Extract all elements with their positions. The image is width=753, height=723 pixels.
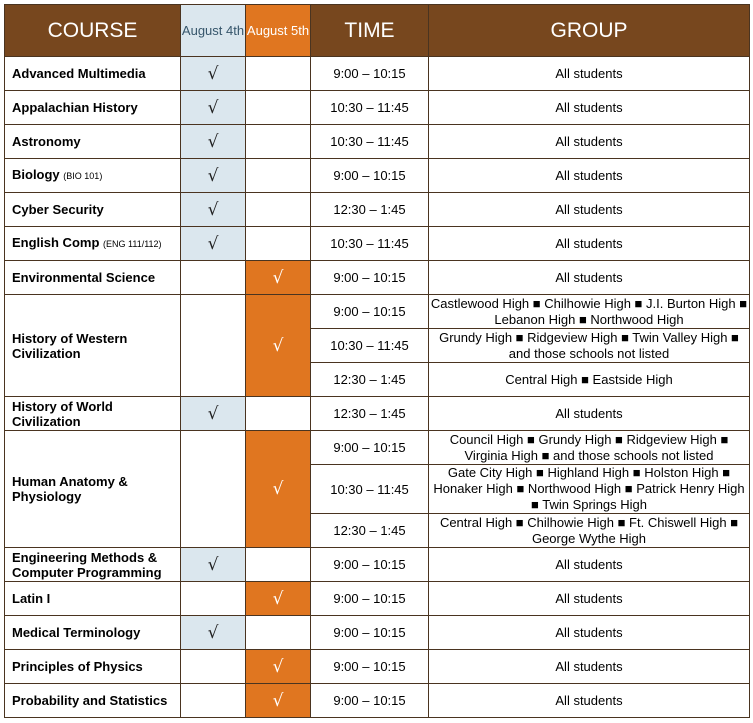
course-schedule-table <box>4 4 750 718</box>
course-title: Cyber Security <box>12 202 104 217</box>
session-group: All students <box>429 159 750 193</box>
course-title: Latin I <box>12 591 51 606</box>
session-time: 12:30 – 1:45 <box>311 363 429 397</box>
checkmark-icon: √ <box>207 63 219 84</box>
course-title: History of World Civilization <box>12 398 113 429</box>
course-title: Advanced Multimedia <box>12 66 146 81</box>
session-time: 9:00 – 10:15 <box>311 548 429 582</box>
table-row <box>5 431 750 465</box>
empty-aug4-cell <box>181 582 246 616</box>
empty-aug5-cell <box>246 125 311 159</box>
empty-aug4-cell <box>181 431 246 548</box>
session-group: Gate City High ■ Highland High ■ Holston High ■ Honaker High ■ Northwood High ■ Patrick Henry High ■ Twin Springs High <box>429 465 750 514</box>
session-group: All students <box>429 125 750 159</box>
course-name <box>5 261 181 295</box>
session-group: Grundy High ■ Ridgeview High ■ Twin Valley High ■ and those schools not listed <box>429 329 750 363</box>
session-group: All students <box>429 397 750 431</box>
checkmark-icon: √ <box>272 656 284 677</box>
checkmark-aug5-cell <box>246 582 311 616</box>
session-time: 9:00 – 10:15 <box>311 295 429 329</box>
course-title: English Comp <box>12 235 100 250</box>
course-title: Probability and Statistics <box>12 693 168 708</box>
checkmark-aug4-cell <box>181 227 246 261</box>
session-time: 9:00 – 10:15 <box>311 616 429 650</box>
header-august-5th: August 5th <box>246 5 311 57</box>
table-row <box>5 193 750 227</box>
session-time: 10:30 – 11:45 <box>311 227 429 261</box>
header-course: COURSE <box>5 5 181 57</box>
course-title: Medical Terminology <box>12 625 141 640</box>
table-row <box>5 261 750 295</box>
checkmark-aug5-cell <box>246 650 311 684</box>
table-row <box>5 91 750 125</box>
header-time: TIME <box>311 5 429 57</box>
checkmark-aug4-cell <box>181 125 246 159</box>
session-group: All students <box>429 684 750 718</box>
checkmark-aug4-cell <box>181 616 246 650</box>
session-time: 10:30 – 11:45 <box>311 329 429 363</box>
empty-aug4-cell <box>181 650 246 684</box>
course-code: (ENG 111/112) <box>103 239 162 249</box>
session-group: Central High ■ Eastside High <box>429 363 750 397</box>
checkmark-icon: √ <box>207 131 219 152</box>
checkmark-icon: √ <box>207 403 219 424</box>
course-name <box>5 295 181 397</box>
checkmark-aug4-cell <box>181 193 246 227</box>
course-title: Principles of Physics <box>12 659 143 674</box>
checkmark-icon: √ <box>207 233 219 254</box>
empty-aug4-cell <box>181 295 246 397</box>
table-row <box>5 650 750 684</box>
empty-aug4-cell <box>181 261 246 295</box>
session-group: All students <box>429 548 750 582</box>
checkmark-aug5-cell <box>246 295 311 397</box>
course-name <box>5 125 181 159</box>
empty-aug5-cell <box>246 91 311 125</box>
table-row <box>5 616 750 650</box>
course-name <box>5 650 181 684</box>
course-name <box>5 159 181 193</box>
schedule-body <box>5 57 750 718</box>
checkmark-aug5-cell <box>246 684 311 718</box>
session-time: 12:30 – 1:45 <box>311 397 429 431</box>
table-row <box>5 582 750 616</box>
empty-aug5-cell <box>246 616 311 650</box>
course-title: Environmental Science <box>12 270 156 285</box>
checkmark-icon: √ <box>272 335 284 356</box>
session-group: All students <box>429 227 750 261</box>
header-august-4th: August 4th <box>181 5 246 57</box>
checkmark-aug5-cell <box>246 261 311 295</box>
session-time: 10:30 – 11:45 <box>311 125 429 159</box>
table-row <box>5 295 750 329</box>
session-group: Central High ■ Chilhowie High ■ Ft. Chiswell High ■ George Wythe High <box>429 514 750 548</box>
session-time: 9:00 – 10:15 <box>311 431 429 465</box>
checkmark-aug4-cell <box>181 57 246 91</box>
checkmark-icon: √ <box>207 199 219 220</box>
course-title: History of Western Civilization <box>12 330 128 361</box>
checkmark-icon: √ <box>272 690 284 711</box>
checkmark-aug4-cell <box>181 91 246 125</box>
session-group: Council High ■ Grundy High ■ Ridgeview High ■ Virginia High ■ and those schools not listed <box>429 431 750 465</box>
checkmark-aug5-cell <box>246 431 311 548</box>
course-name <box>5 193 181 227</box>
checkmark-icon: √ <box>207 165 219 186</box>
session-time: 9:00 – 10:15 <box>311 582 429 616</box>
session-time: 10:30 – 11:45 <box>311 465 429 514</box>
session-group: All students <box>429 261 750 295</box>
checkmark-icon: √ <box>272 479 284 499</box>
empty-aug5-cell <box>246 397 311 431</box>
checkmark-icon: √ <box>207 622 219 643</box>
course-name <box>5 684 181 718</box>
session-time: 9:00 – 10:15 <box>311 650 429 684</box>
course-name <box>5 548 181 582</box>
session-group: All students <box>429 193 750 227</box>
course-name <box>5 431 181 548</box>
checkmark-aug4-cell <box>181 397 246 431</box>
session-group: All students <box>429 582 750 616</box>
empty-aug5-cell <box>246 57 311 91</box>
table-row <box>5 227 750 261</box>
course-name <box>5 616 181 650</box>
table-row <box>5 57 750 91</box>
course-title: Biology <box>12 167 60 182</box>
course-name <box>5 582 181 616</box>
session-group: All students <box>429 91 750 125</box>
header-group: GROUP <box>429 5 750 57</box>
header-row <box>5 5 750 57</box>
session-group: Castlewood High ■ Chilhowie High ■ J.I. Burton High ■ Lebanon High ■ Northwood High <box>429 295 750 329</box>
session-time: 10:30 – 11:45 <box>311 91 429 125</box>
checkmark-aug4-cell <box>181 548 246 582</box>
course-name <box>5 91 181 125</box>
empty-aug4-cell <box>181 684 246 718</box>
empty-aug5-cell <box>246 548 311 582</box>
checkmark-icon: √ <box>207 554 219 575</box>
table-row <box>5 125 750 159</box>
checkmark-aug4-cell <box>181 159 246 193</box>
empty-aug5-cell <box>246 227 311 261</box>
course-title: Engineering Methods & Computer Programming <box>12 549 162 580</box>
checkmark-icon: √ <box>207 97 219 118</box>
session-group: All students <box>429 650 750 684</box>
table-row <box>5 397 750 431</box>
course-name <box>5 397 181 431</box>
session-time: 12:30 – 1:45 <box>311 193 429 227</box>
session-time: 9:00 – 10:15 <box>311 57 429 91</box>
session-time: 9:00 – 10:15 <box>311 159 429 193</box>
session-time: 12:30 – 1:45 <box>311 514 429 548</box>
course-title: Appalachian History <box>12 100 138 115</box>
course-name <box>5 57 181 91</box>
session-group: All students <box>429 57 750 91</box>
course-name <box>5 227 181 261</box>
table-row <box>5 159 750 193</box>
empty-aug5-cell <box>246 193 311 227</box>
table-row <box>5 548 750 582</box>
course-code: (BIO 101) <box>63 171 103 181</box>
checkmark-icon: √ <box>272 267 284 288</box>
checkmark-icon: √ <box>272 588 284 609</box>
empty-aug5-cell <box>246 159 311 193</box>
course-title: Astronomy <box>12 134 81 149</box>
course-title: Human Anatomy & Physiology <box>12 474 128 504</box>
session-time: 9:00 – 10:15 <box>311 684 429 718</box>
session-group: All students <box>429 616 750 650</box>
table-row <box>5 684 750 718</box>
session-time: 9:00 – 10:15 <box>311 261 429 295</box>
